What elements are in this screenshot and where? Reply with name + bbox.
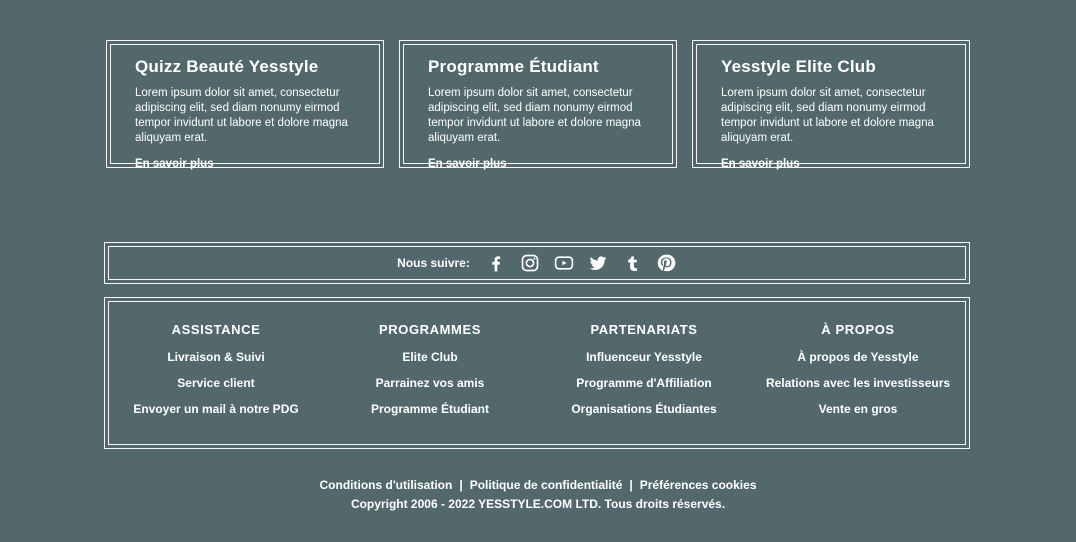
learn-more-link[interactable]: En savoir plus [721,158,800,170]
legal-section [0,476,1076,514]
card-title: Programme Étudiant [428,57,599,76]
legal-links-line [0,476,1076,495]
terms-of-use-link[interactable]: Conditions d'utilisation [319,478,453,492]
footer-column-assistance [109,302,323,444]
footer-link-elite-club[interactable]: Elite Club [402,350,458,364]
twitter-icon[interactable] [588,253,609,274]
footer-column-partenariats [537,302,751,444]
pinterest-icon[interactable] [656,253,677,274]
footer-nav-panel [108,301,966,445]
footer-link-customer-service[interactable]: Service client [177,376,255,390]
card-title: Yesstyle Elite Club [721,57,876,76]
card-description: Lorem ipsum dolor sit amet, consectetur adipiscing elit, sed diam nonumy eirmod tempor invidunt ut labore et dolore magna aliquyam erat. [135,87,348,144]
instagram-icon[interactable] [520,253,541,274]
footer-column-programmes [323,302,537,444]
tumblr-icon[interactable] [622,253,643,274]
privacy-policy-link[interactable]: Politique de confidentialité [469,478,623,492]
learn-more-link[interactable]: En savoir plus [428,158,507,170]
footer-link-student-organizations[interactable]: Organisations Étudiantes [571,402,717,416]
card-title: Quizz Beauté Yesstyle [135,57,319,76]
promo-cards-row [110,44,966,170]
footer-link-refer-friends[interactable]: Parrainez vos amis [375,376,485,390]
cookie-preferences-link[interactable]: Préférences cookies [639,478,757,492]
separator: | [629,478,633,492]
column-heading: À PROPOS [821,322,895,337]
footer-link-about[interactable]: À propos de Yesstyle [797,350,919,364]
column-heading: PARTENARIATS [590,322,698,337]
footer-link-student-program[interactable]: Programme Étudiant [370,402,490,416]
facebook-icon[interactable] [486,253,507,274]
promo-card-beauty-quiz [110,44,380,170]
footer-column-a-propos [751,302,965,444]
footer-link-shipping[interactable]: Livraison & Suivi [167,350,265,364]
column-heading: PROGRAMMES [378,322,482,337]
column-heading: ASSISTANCE [171,322,261,337]
social-icons [486,253,677,274]
footer-link-affiliate-program[interactable]: Programme d'Affiliation [576,376,712,390]
promo-card-student-program [403,44,673,170]
footer-link-wholesale[interactable]: Vente en gros [818,402,898,416]
separator: | [459,478,463,492]
footer-link-influencer[interactable]: Influenceur Yesstyle [586,350,702,364]
footer-link-email-ceo[interactable]: Envoyer un mail à notre PDG [133,402,299,416]
follow-us-label: Nous suivre: [397,256,470,270]
card-description: Lorem ipsum dolor sit amet, consectetur adipiscing elit, sed diam nonumy eirmod tempor invidunt ut labore et dolore magna aliquyam erat. [721,87,934,144]
copyright-notice: Copyright 2006 - 2022 YESSTYLE.COM LTD. Tous droits réservés. [350,497,726,511]
social-bar [108,246,966,280]
card-description: Lorem ipsum dolor sit amet, consectetur adipiscing elit, sed diam nonumy eirmod tempor invidunt ut labore et dolore magna aliquyam erat. [428,87,641,144]
footer-link-investor-relations[interactable]: Relations avec les investisseurs [765,376,951,390]
learn-more-link[interactable]: En savoir plus [135,158,214,170]
promo-card-elite-club [696,44,966,170]
youtube-icon[interactable] [554,253,575,274]
